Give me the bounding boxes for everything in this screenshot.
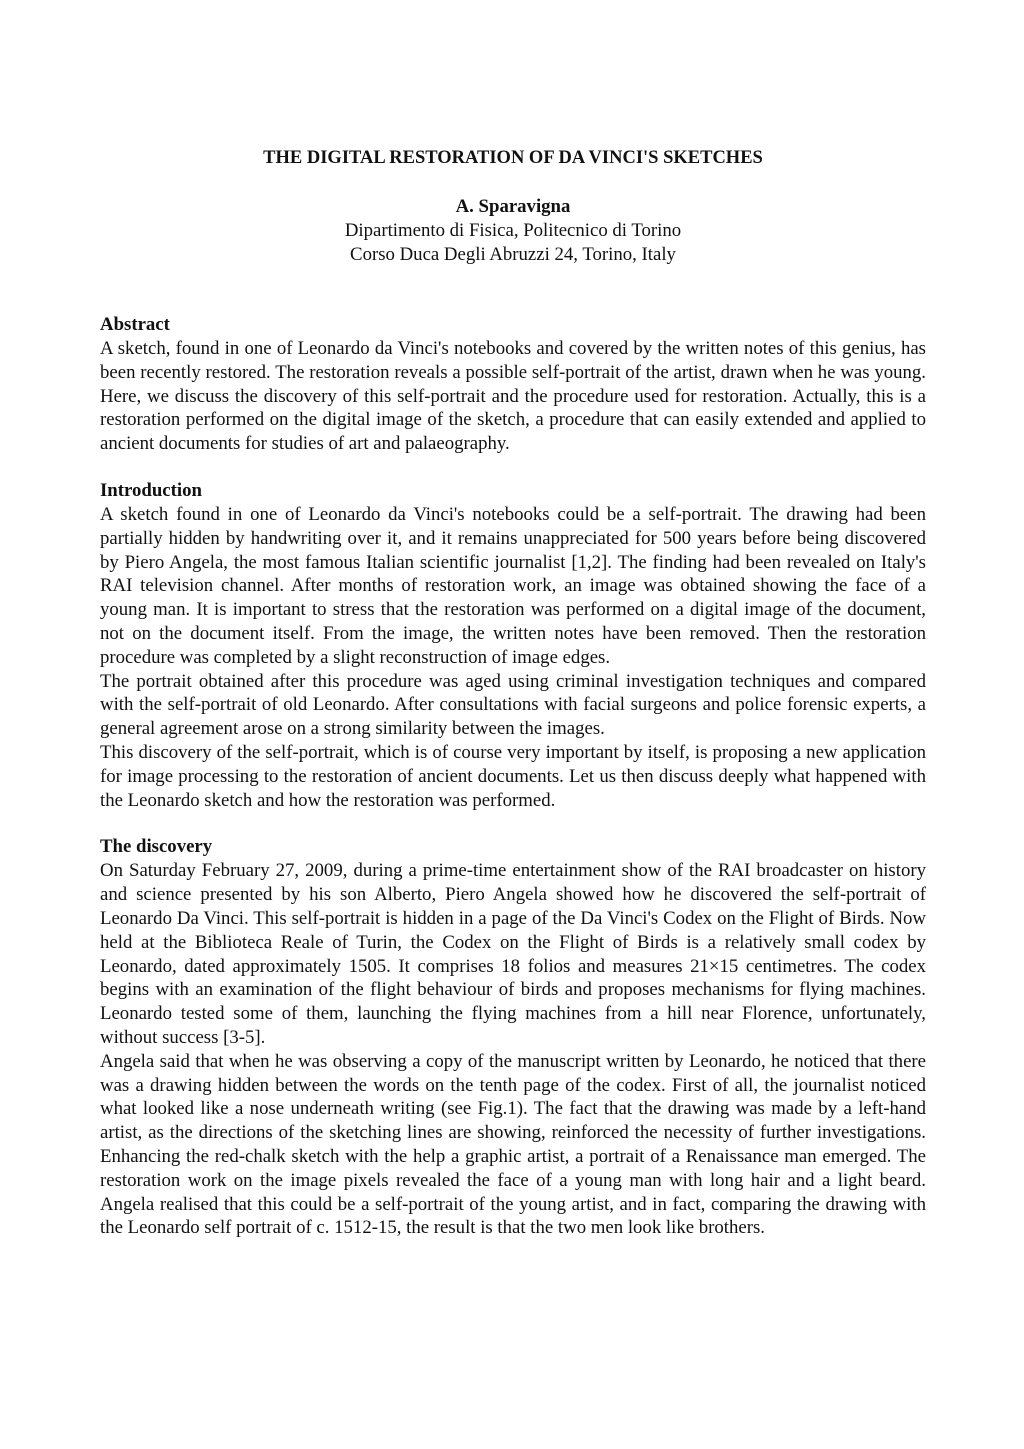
author-name: A. Sparavigna xyxy=(455,196,571,217)
discovery-section xyxy=(100,835,926,1240)
introduction-heading: Introduction xyxy=(100,479,202,501)
introduction-section xyxy=(100,479,926,812)
introduction-paragraph: A sketch found in one of Leonardo da Vinci's notebooks could be a self-portrait. The drawing had been partially hidden by handwriting over it, and it remains unappreciated for 500 years before being discovered by Piero Angela, the most famous Italian scientific journalist [1,2]. The finding had been revealed on Italy's RAI television channel. After months of restoration work, an image was obtained showing the face of a young man. It is important to stress that the restoration was performed on a digital image of the document, not on the document itself. From the image, the written notes have been removed. Then the restoration procedure was completed by a slight reconstruction of image edges. xyxy=(100,503,926,668)
abstract-paragraph: A sketch, found in one of Leonardo da Vinci's notebooks and covered by the written notes of this genius, has been recently restored. The restoration reveals a possible self-portrait of the artist, drawn when he was young. Here, we discuss the discovery of this self-portrait and the procedure used for restoration. Actually, this is a restoration performed on the digital image of the sketch, a procedure that can easily extended and applied to ancient documents for studies of art and palaeography. xyxy=(100,338,926,455)
author-block xyxy=(100,195,926,267)
abstract-section xyxy=(100,313,926,456)
discovery-paragraph: Angela said that when he was observing a copy of the manuscript written by Leonardo, he noticed that there was a drawing hidden between the words on the tenth page of the codex. First of all, the journalist noticed what looked like a nose underneath writing (see Fig.1). The fact that the drawing was made by a left-hand artist, as the directions of the sketching lines are showing, reinforced the necessity of further investigations. Enhancing the red-chalk sketch with the help a graphic artist, a portrait of a Renaissance man emerged. The restoration work on the image pixels revealed the face of a young man with long hair and a light beard. Angela realised that this could be a self-portrait of the young artist, and in fact, comparing the drawing with the Leonardo self portrait of c. 1512-15, the result is that the two men look like brothers. xyxy=(100,1050,926,1239)
introduction-paragraph: The portrait obtained after this procedure was aged using criminal investigation techniques and compared with the self-portrait of old Leonardo. After consultations with facial surgeons and police forensic experts, a general agreement arose on a strong similarity between the images. xyxy=(100,670,926,740)
paper-page xyxy=(100,146,926,1240)
introduction-paragraph: This discovery of the self-portrait, which is of course very important by itself, is proposing a new application for image processing to the restoration of ancient documents. Let us then discuss deeply what happened with the Leonardo sketch and how the restoration was performed. xyxy=(100,741,926,811)
author-address: Corso Duca Degli Abruzzi 24, Torino, Italy xyxy=(350,244,676,265)
author-department: Dipartimento di Fisica, Politecnico di Torino xyxy=(344,220,682,241)
abstract-heading: Abstract xyxy=(100,314,170,335)
discovery-heading: The discovery xyxy=(100,836,213,858)
paper-title: THE DIGITAL RESTORATION OF DA VINCI'S SKETCHES xyxy=(263,148,763,168)
discovery-paragraph: On Saturday February 27, 2009, during a prime-time entertainment show of the RAI broadcaster on history and science presented by his son Alberto, Piero Angela showed how he discovered the self-portrait of Leonardo Da Vinci. This self-portrait is hidden in a page of the Da Vinci's Codex on the Flight of Birds. Now held at the Biblioteca Reale of Turin, the Codex on the Flight of Birds is a relatively small codex by Leonardo, dated approximately 1505. It comprises 18 folios and measures 21×15 centimetres. The codex begins with an examination of the flight behaviour of birds and proposes mechanisms for flying machines. Leonardo tested some of them, launching the flying machines from a hill near Florence, unfortunately, without success [3-5]. xyxy=(100,860,926,1048)
